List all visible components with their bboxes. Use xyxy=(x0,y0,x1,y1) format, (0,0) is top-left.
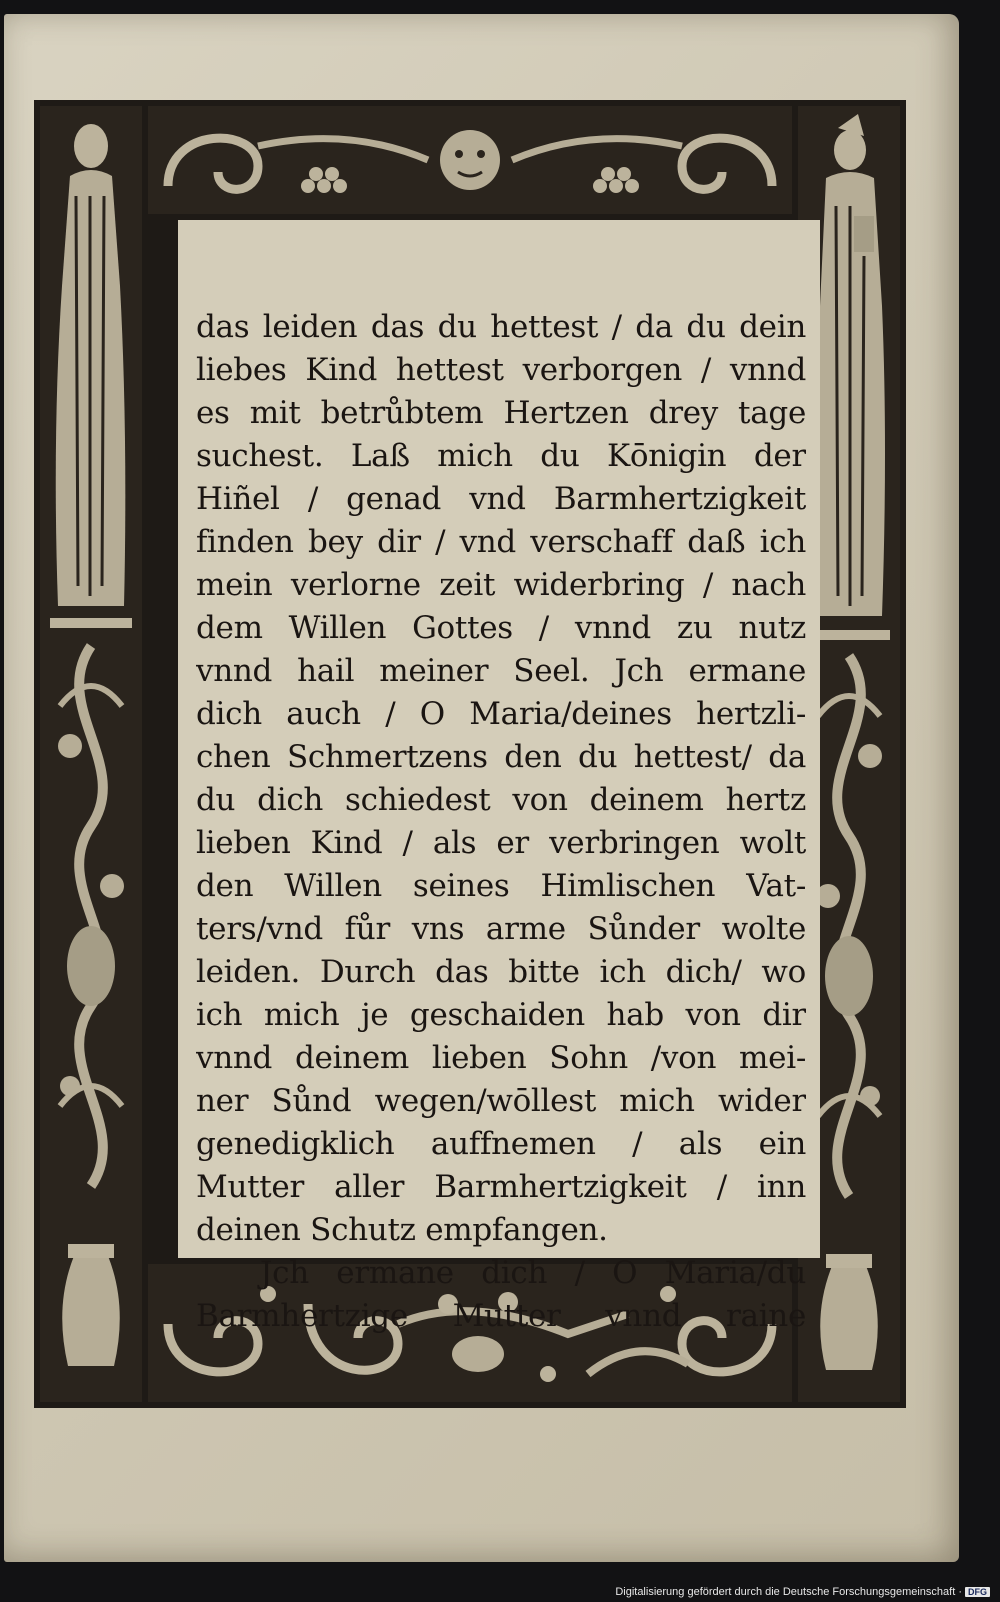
text-line: dem Willen Gottes / vnnd zu nutz xyxy=(196,610,806,646)
text-line: finden bey dir / vnd verschaff daß ich xyxy=(196,524,806,560)
text-line: es mit betrůbtem Hertzen drey tage xyxy=(196,395,806,431)
text-line: lieben Kind / als er verbringen wolt xyxy=(196,825,806,861)
text-line: den Willen seines Himlischen Vat- xyxy=(196,868,806,904)
text-line: das leiden das du hettest / da du dein xyxy=(196,309,806,345)
text-line: suchest. Laß mich du Kōnigin der xyxy=(196,438,806,474)
text-line: vnnd hail meiner Seel. Jch ermane xyxy=(196,653,806,689)
page-text-block xyxy=(178,220,820,1334)
left-border-figure-ornament xyxy=(40,106,142,1402)
text-line: ner Sůnd wegen/wōllest mich wider xyxy=(196,1083,806,1119)
text-line: Hiñel / genad vnd Barmhertzigkeit xyxy=(196,481,806,517)
text-line: vnnd deinem lieben Sohn /von mei- xyxy=(196,1040,806,1076)
text-line: ich mich je geschaiden hab von dir xyxy=(196,997,806,1033)
text-line: chen Schmertzens den du hettest/ da xyxy=(196,739,806,775)
credit-text: Digitalisierung gefördert durch die Deutsche Forschungsgemeinschaft · xyxy=(615,1586,962,1598)
text-line: leiden. Durch das bitte ich dich/ wo xyxy=(196,954,806,990)
text-line: genedigklich auffnemen / als ein xyxy=(196,1126,806,1162)
text-line: mein verlorne zeit widerbring / nach xyxy=(196,567,806,603)
dfg-logo-badge: DFG xyxy=(965,1587,990,1597)
text-line: Jch ermane dich / O Maria/du xyxy=(260,1255,806,1291)
text-line: deinen Schutz empfangen. xyxy=(196,1212,608,1248)
text-line: Barmhertzige Mutter vnnd raine xyxy=(196,1298,806,1334)
text-line: dich auch / O Maria/deines hertzli- xyxy=(196,696,806,732)
digitization-credit xyxy=(615,1586,990,1598)
book-page xyxy=(4,14,959,1562)
top-border-scroll-ornament xyxy=(148,106,792,214)
text-line: du dich schiedest von deinem hertz xyxy=(196,782,806,818)
woodcut-frame xyxy=(34,100,906,1408)
text-line: Mutter aller Barmhertzigkeit / inn xyxy=(196,1169,806,1205)
text-line: ters/vnd fůr vns arme Sůnder wolte xyxy=(196,911,806,947)
text-line: liebes Kind hettest verborgen / vnnd xyxy=(196,352,806,388)
